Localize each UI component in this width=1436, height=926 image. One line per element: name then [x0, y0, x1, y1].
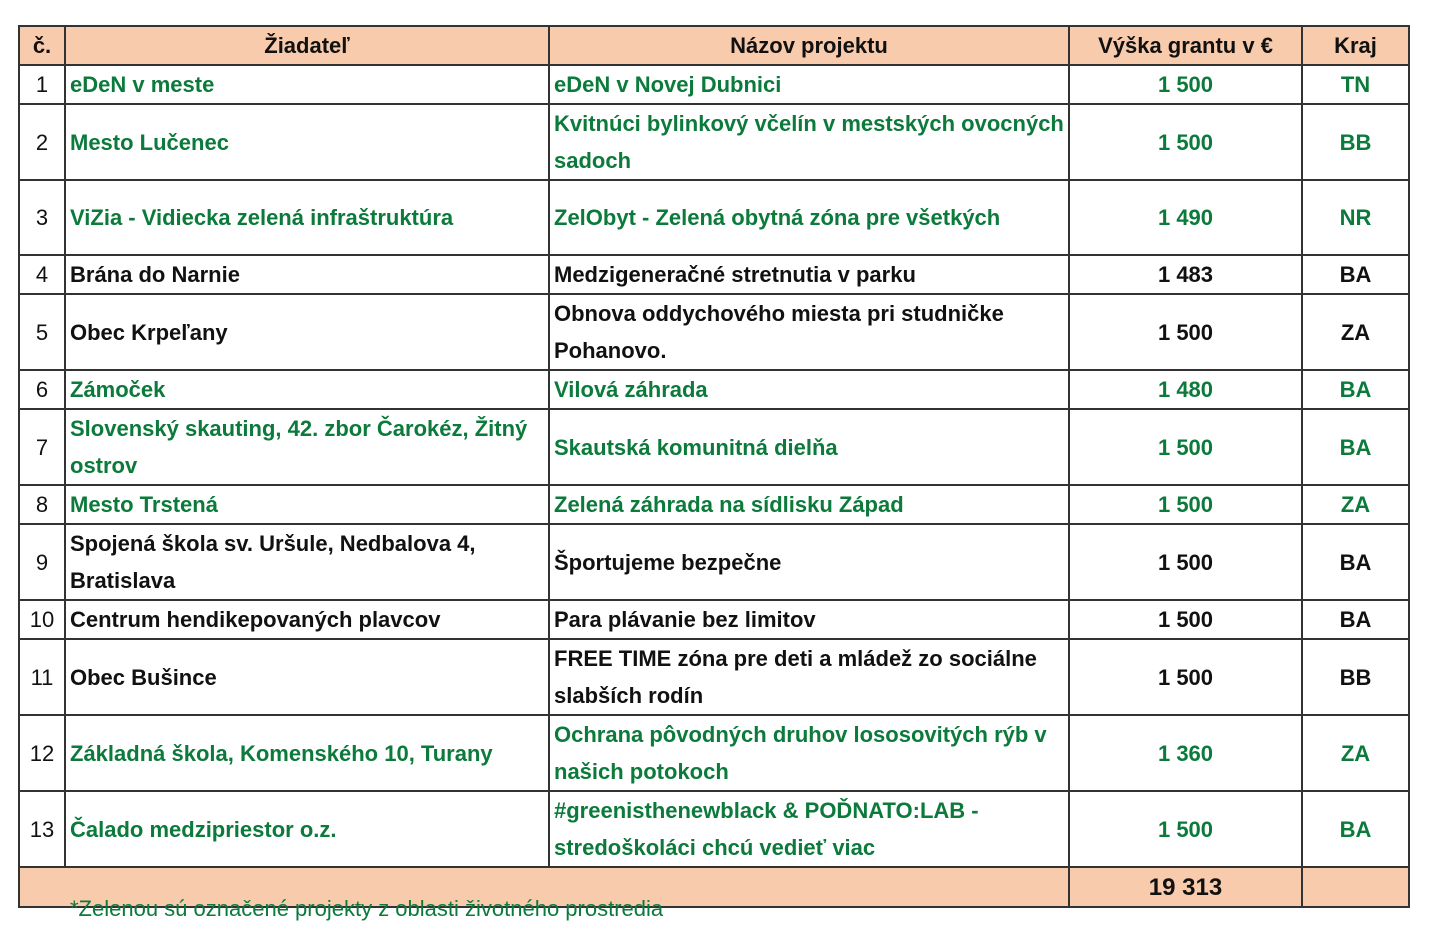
amount-cell: 1 360 — [1069, 715, 1302, 791]
header-project: Názov projektu — [549, 26, 1069, 65]
row-number: 7 — [19, 409, 65, 485]
amount-cell: 1 500 — [1069, 600, 1302, 639]
amount-cell: 1 480 — [1069, 370, 1302, 409]
row-number: 6 — [19, 370, 65, 409]
amount-cell: 1 500 — [1069, 639, 1302, 715]
table-row — [19, 600, 1409, 639]
table-row — [19, 485, 1409, 524]
region-cell: BA — [1302, 409, 1409, 485]
applicant-cell: eDeN v meste — [65, 65, 549, 104]
table-row — [19, 294, 1409, 370]
table-row — [19, 715, 1409, 791]
row-number: 1 — [19, 65, 65, 104]
region-cell: BA — [1302, 255, 1409, 294]
table-row — [19, 180, 1409, 255]
amount-cell: 1 500 — [1069, 294, 1302, 370]
region-cell: ZA — [1302, 715, 1409, 791]
row-number: 10 — [19, 600, 65, 639]
region-cell: BA — [1302, 370, 1409, 409]
table-row — [19, 524, 1409, 600]
applicant-cell: Obec Krpeľany — [65, 294, 549, 370]
table-row — [19, 255, 1409, 294]
table-row — [19, 104, 1409, 180]
row-number: 3 — [19, 180, 65, 255]
applicant-cell: Zámoček — [65, 370, 549, 409]
row-number: 13 — [19, 791, 65, 867]
applicant-cell: Mesto Lučenec — [65, 104, 549, 180]
project-cell: Para plávanie bez limitov — [549, 600, 1069, 639]
region-cell: ZA — [1302, 485, 1409, 524]
row-number: 8 — [19, 485, 65, 524]
amount-cell: 1 500 — [1069, 524, 1302, 600]
header-row — [19, 26, 1409, 65]
total-amount: 19 313 — [1069, 867, 1302, 907]
footnote: *Zelenou sú označené projekty z oblasti životného prostredia — [70, 896, 664, 921]
applicant-cell: Obec Bušince — [65, 639, 549, 715]
amount-cell: 1 500 — [1069, 65, 1302, 104]
region-cell: TN — [1302, 65, 1409, 104]
region-cell: NR — [1302, 180, 1409, 255]
amount-cell: 1 500 — [1069, 791, 1302, 867]
project-cell: eDeN v Novej Dubnici — [549, 65, 1069, 104]
table-row — [19, 65, 1409, 104]
applicant-cell: Základná škola, Komenského 10, Turany — [65, 715, 549, 791]
project-cell: ZelObyt - Zelená obytná zóna pre všetkých — [549, 180, 1069, 255]
region-cell: BB — [1302, 639, 1409, 715]
region-cell: BA — [1302, 600, 1409, 639]
table-row — [19, 791, 1409, 867]
region-cell: BB — [1302, 104, 1409, 180]
applicant-cell: Spojená škola sv. Uršule, Nedbalova 4, Bratislava — [65, 524, 549, 600]
project-cell: Športujeme bezpečne — [549, 524, 1069, 600]
applicant-cell: Slovenský skauting, 42. zbor Čarokéz, Žitný ostrov — [65, 409, 549, 485]
amount-cell: 1 490 — [1069, 180, 1302, 255]
project-cell: Obnova oddychového miesta pri studničke Pohanovo. — [549, 294, 1069, 370]
project-cell: Zelená záhrada na sídlisku Západ — [549, 485, 1069, 524]
project-cell: Vilová záhrada — [549, 370, 1069, 409]
row-number: 11 — [19, 639, 65, 715]
applicant-cell: Centrum hendikepovaných plavcov — [65, 600, 549, 639]
region-cell: BA — [1302, 791, 1409, 867]
table-row — [19, 409, 1409, 485]
project-cell: FREE TIME zóna pre deti a mládež zo sociálne slabších rodín — [549, 639, 1069, 715]
amount-cell: 1 483 — [1069, 255, 1302, 294]
table-row — [19, 639, 1409, 715]
project-cell: Ochrana pôvodných druhov lososovitých rýb v našich potokoch — [549, 715, 1069, 791]
amount-cell: 1 500 — [1069, 409, 1302, 485]
header-applicant: Žiadateľ — [65, 26, 549, 65]
row-number: 5 — [19, 294, 65, 370]
amount-cell: 1 500 — [1069, 485, 1302, 524]
project-cell: #greenisthenewblack & POĎNATO:LAB - stredoškoláci chcú vedieť viac — [549, 791, 1069, 867]
project-cell: Kvitnúci bylinkový včelín v mestských ovocných sadoch — [549, 104, 1069, 180]
row-number: 12 — [19, 715, 65, 791]
applicant-cell: Čalado medzipriestor o.z. — [65, 791, 549, 867]
table-row — [19, 370, 1409, 409]
applicant-cell: Brána do Narnie — [65, 255, 549, 294]
total-region-empty — [1302, 867, 1409, 907]
grants-table — [18, 25, 1410, 908]
header-num: č. — [19, 26, 65, 65]
region-cell: ZA — [1302, 294, 1409, 370]
amount-cell: 1 500 — [1069, 104, 1302, 180]
row-number: 4 — [19, 255, 65, 294]
applicant-cell: ViZia - Vidiecka zelená infraštruktúra — [65, 180, 549, 255]
project-cell: Medzigeneračné stretnutia v parku — [549, 255, 1069, 294]
header-amount: Výška grantu v € — [1069, 26, 1302, 65]
header-region: Kraj — [1302, 26, 1409, 65]
project-cell: Skautská komunitná dielňa — [549, 409, 1069, 485]
region-cell: BA — [1302, 524, 1409, 600]
applicant-cell: Mesto Trstená — [65, 485, 549, 524]
row-number: 2 — [19, 104, 65, 180]
row-number: 9 — [19, 524, 65, 600]
